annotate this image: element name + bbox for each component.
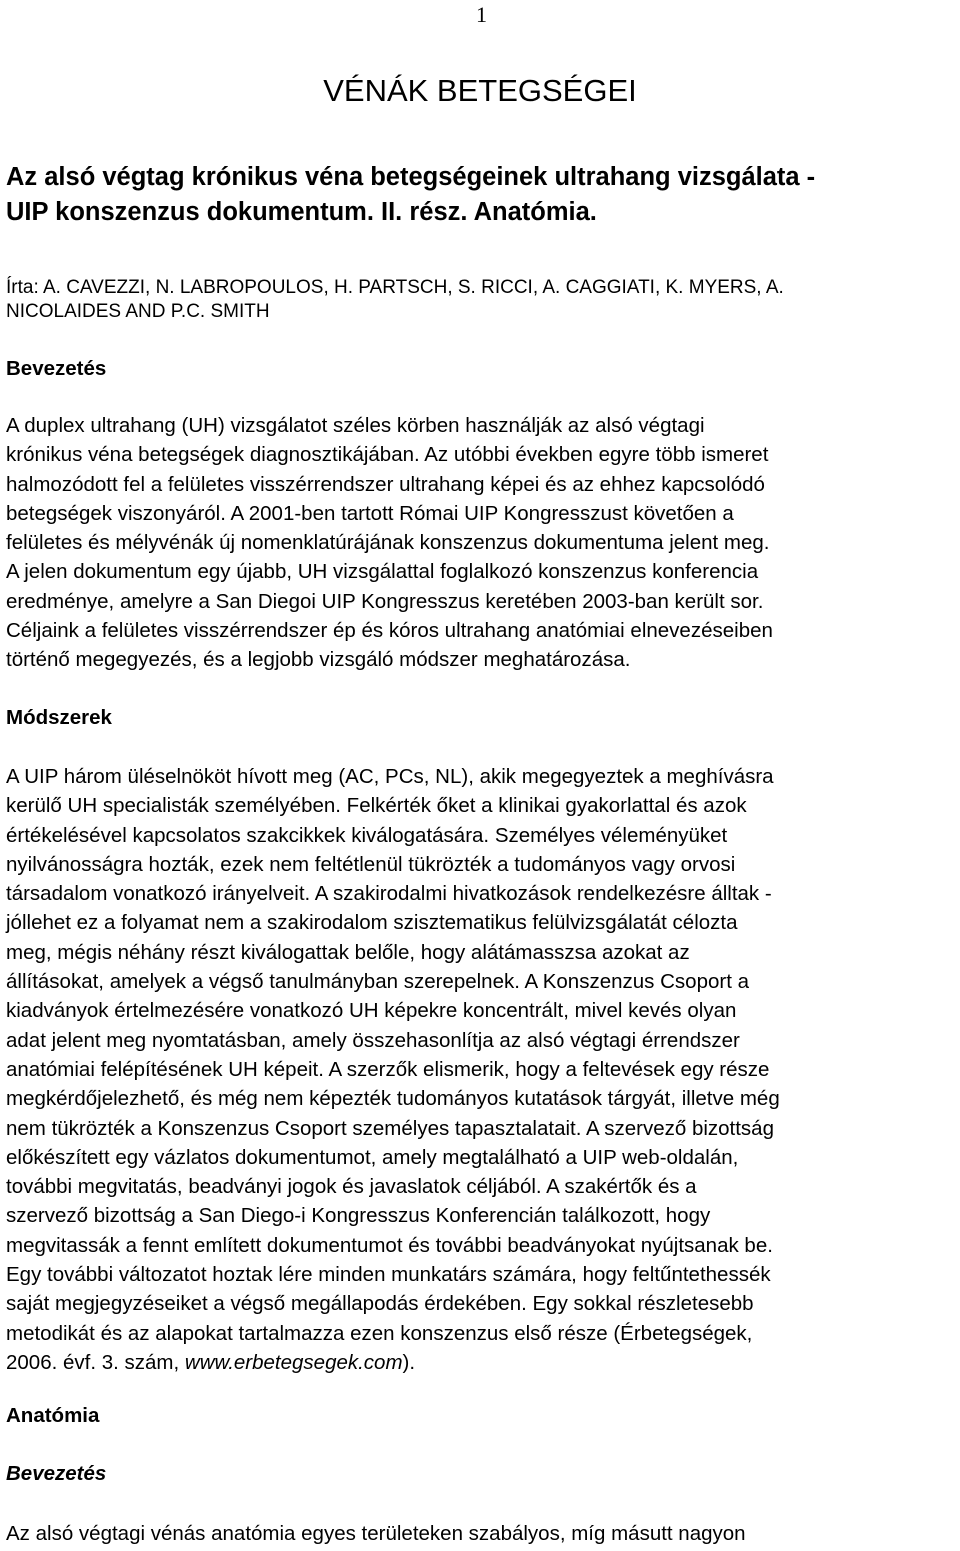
paragraph-line: állításokat, amelyek a végső tanulmányban szerepelnek. A Konszenzus Csoport a <box>6 970 749 994</box>
paragraph-line: betegségek viszonyáról. A 2001-ben tartott Római UIP Kongresszust követően a <box>6 501 734 525</box>
paragraph-line: kiadványok értelmezésére vonatkozó UH képekre koncentrált, mivel kevés olyan <box>6 999 737 1023</box>
paragraph-line: további megvitatás, beadványi jogok és javaslatok céljából. A szakértők és a <box>6 1175 697 1199</box>
paragraph-line: előkészített egy vázlatos dokumentumot, amely megtalálható a UIP web-oldalán, <box>6 1145 739 1169</box>
subtitle-line: Az alsó végtag krónikus véna betegségeinek ultrahang vizsgálata - <box>6 163 816 191</box>
methods-paragraph <box>6 762 958 1377</box>
anatomy-subheading: Bevezetés <box>6 1462 107 1485</box>
methods-heading: Módszerek <box>6 706 112 729</box>
document-title: VÉNÁK BETEGSÉGEI <box>323 73 637 108</box>
intro-heading: Bevezetés <box>6 357 107 380</box>
paragraph-line: megkérdőjelezhető, és még nem képezték tudományos kutatások tárgyát, illetve még <box>6 1087 780 1111</box>
paragraph-line: A jelen dokumentum egy újabb, UH vizsgálattal foglalkozó konszenzus konferencia <box>6 560 759 584</box>
paragraph-line: társadalom vonatkozó irányelveit. A szakirodalmi hivatkozások rendelkezésre álltak - <box>6 882 772 906</box>
anatomy-heading: Anatómia <box>6 1404 100 1427</box>
paragraph-line: anatómiai felépítésének UH képeit. A szerzők elismerik, hogy a feltevések egy része <box>6 1057 770 1081</box>
paragraph-line: megvitassák a fennt említett dokumentumot és további beadványokat nyújtsanak be. <box>6 1233 773 1257</box>
paragraph-line: történő megegyezés, és a legjobb vizsgáló módszer meghatározása. <box>6 648 631 672</box>
document-subtitle <box>6 160 956 230</box>
paragraph-line: nyilvánosságra hozták, ezek nem feltétlenül tükrözték a tudományos vagy orvosi <box>6 852 736 876</box>
author-line: NICOLAIDES AND P.C. SMITH <box>6 301 270 322</box>
paragraph-line: halmozódott fel a felületes visszérrendszer ultrahang képei és az ehhez kapcsolódó <box>6 472 765 496</box>
citation-text: 2006. évf. 3. szám, <box>6 1350 185 1374</box>
paragraph-line: metodikát és az alapokat tartalmazza ezen konszenzus első része (Érbetegségek, <box>6 1321 753 1345</box>
author-line: Írta: A. CAVEZZI, N. LABROPOULOS, H. PARTSCH, S. RICCI, A. CAGGIATI, K. MYERS, A. <box>6 277 784 298</box>
subtitle-line: UIP konszenzus dokumentum. II. rész. Anatómia. <box>6 198 597 226</box>
paragraph-line: A UIP három üléselnököt hívott meg (AC, PCs, NL), akik megegyeztek a meghívásra <box>6 765 774 788</box>
paragraph-line: Az alsó végtagi vénás anatómia egyes területeken szabályos, míg másutt nagyon <box>6 1522 746 1545</box>
paragraph-line: krónikus véna betegségek diagnosztikájában. Az utóbbi években egyre több ismeret <box>6 443 769 467</box>
paragraph-line: jóllehet ez a folyamat nem a szakirodalom szisztematikus felülvizsgálatát célozta <box>6 911 738 935</box>
paragraph-line: A duplex ultrahang (UH) vizsgálatot széles körben használják az alsó végtagi <box>6 414 705 437</box>
paragraph-line: Céljaink a felületes visszérrendszer ép és kóros ultrahang anatómiai elnevezéseiben <box>6 619 773 643</box>
paragraph-line: szervező bizottság a San Diego-i Kongresszus Konferencián találkozott, hogy <box>6 1204 711 1228</box>
paragraph-line: Egy további változatot hoztak lére minden munkatárs számára, hogy feltűntethessék <box>6 1263 771 1287</box>
paragraph-line: értékelésével kapcsolatos szakcikkek kiválogatására. Személyes véleményüket <box>6 823 728 847</box>
author-list <box>6 276 956 324</box>
anatomy-paragraph <box>6 1519 958 1548</box>
paragraph-line: kerülő UH specialisták személyében. Felkérték őket a klinikai gyakorlattal és azok <box>6 794 747 818</box>
intro-paragraph <box>6 411 958 675</box>
paragraph-line: adat jelent meg nyomtatásban, amely összehasonlítja az alsó végtagi érrendszer <box>6 1028 740 1052</box>
page-number: 1 <box>476 2 487 27</box>
paragraph-line: nem tükrözték a Konszenzus Csoport személyes tapasztalatait. A szervező bizottság <box>6 1116 774 1140</box>
paragraph-line: meg, mégis néhány részt kiválogattak belőle, hogy alátámasszsa azokat az <box>6 940 690 964</box>
website-link[interactable]: www.erbetegsegek.com <box>184 1350 403 1374</box>
paragraph-line: saját megjegyzéseiket a végső megállapodás érdekében. Egy sokkal részletesebb <box>6 1292 754 1316</box>
citation-close: ). <box>402 1350 416 1374</box>
paragraph-line-last <box>6 1348 958 1377</box>
paragraph-line: felületes és mélyvénák új nomenklatúrájának konszenzus dokumentuma jelent meg. <box>6 531 770 555</box>
paragraph-line: eredménye, amelyre a San Diegoi UIP Kongresszus keretében 2003-ban került sor. <box>6 589 764 613</box>
